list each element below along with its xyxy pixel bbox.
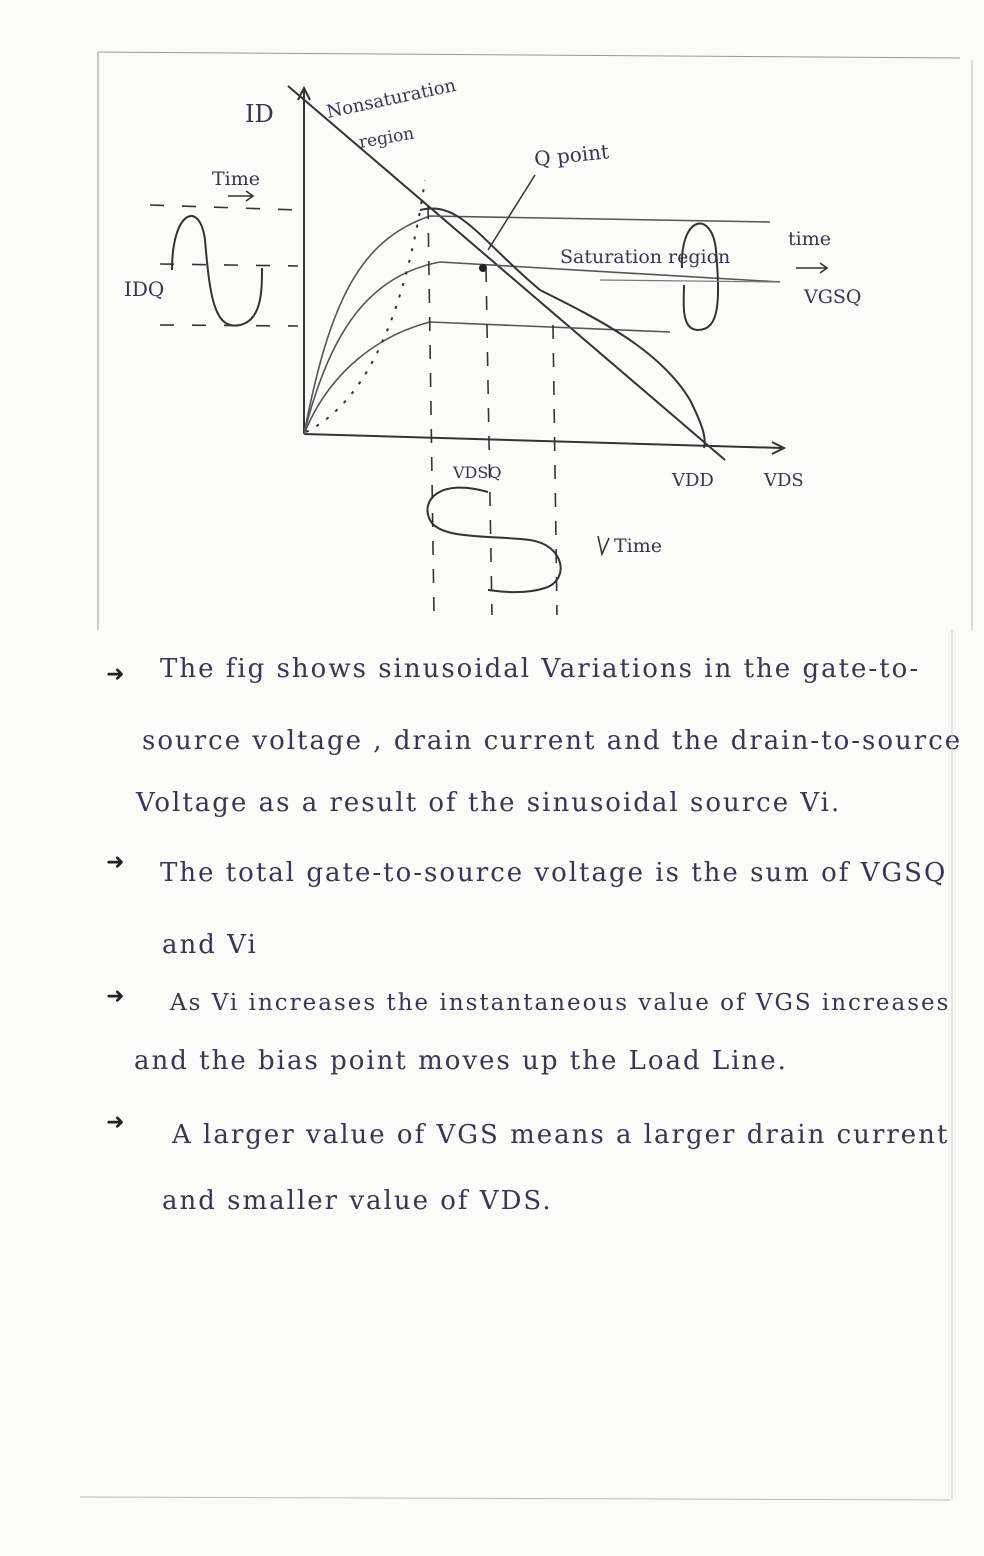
q-point-label: Q point (533, 139, 611, 171)
q-point-pointer (488, 175, 535, 250)
time-label-bottom: Time (614, 535, 663, 557)
time-arrow-left (228, 191, 253, 201)
note-1-line-3: Voltage as a result of the sinusoidal source Vi. (136, 788, 842, 818)
nonsaturation-label-2: region (357, 123, 416, 153)
bullet-arrow-icon: ➜ (106, 1110, 127, 1135)
axis-x-label: VDS (764, 470, 804, 491)
note-2-line-1: The total gate-to-source voltage is the sum of VGSQ (160, 858, 948, 888)
note-2-line-2: and Vi (162, 930, 258, 960)
load-line (288, 86, 725, 460)
vgsq-label: VGSQ (804, 286, 862, 308)
nonsaturation-boundary (306, 180, 425, 432)
vdsq-sine-wave (427, 488, 560, 593)
note-4-line-1: A larger value of VGS means a larger drain current (172, 1120, 950, 1150)
nonsaturation-label-1: Nonsaturation (324, 74, 458, 123)
mosfet-load-line-figure (0, 0, 984, 630)
vdd-label: VDD (672, 470, 714, 491)
page-border-top (98, 52, 960, 58)
bullet-arrow-icon: ➜ (106, 662, 127, 687)
idq-sine-wave (172, 216, 262, 326)
note-1-line-1: The fig shows sinusoidal Variations in the gate-to- (160, 654, 921, 684)
time-arrow-down (598, 536, 609, 554)
idq-label: IDQ (124, 277, 165, 301)
axis-y-label: ID (245, 100, 274, 128)
bullet-arrow-icon: ➜ (106, 984, 127, 1009)
vdsq-label: VDSQ (453, 463, 502, 482)
note-3-line-2: and the bias point moves up the Load Line. (134, 1046, 788, 1076)
time-arrow-right (796, 263, 827, 273)
saturation-label: Saturation region (560, 246, 731, 268)
note-1-line-2: source voltage , drain current and the drain-to-source (142, 726, 963, 756)
time-label-left: Time (212, 168, 261, 190)
vertical-guides (428, 205, 557, 615)
time-label-right: time (788, 228, 831, 250)
note-4-line-2: and smaller value of VDS. (162, 1186, 553, 1216)
bullet-arrow-icon: ➜ (106, 850, 127, 875)
note-3-line-1: As Vi increases the instantaneous value of VGS increases (170, 990, 951, 1016)
